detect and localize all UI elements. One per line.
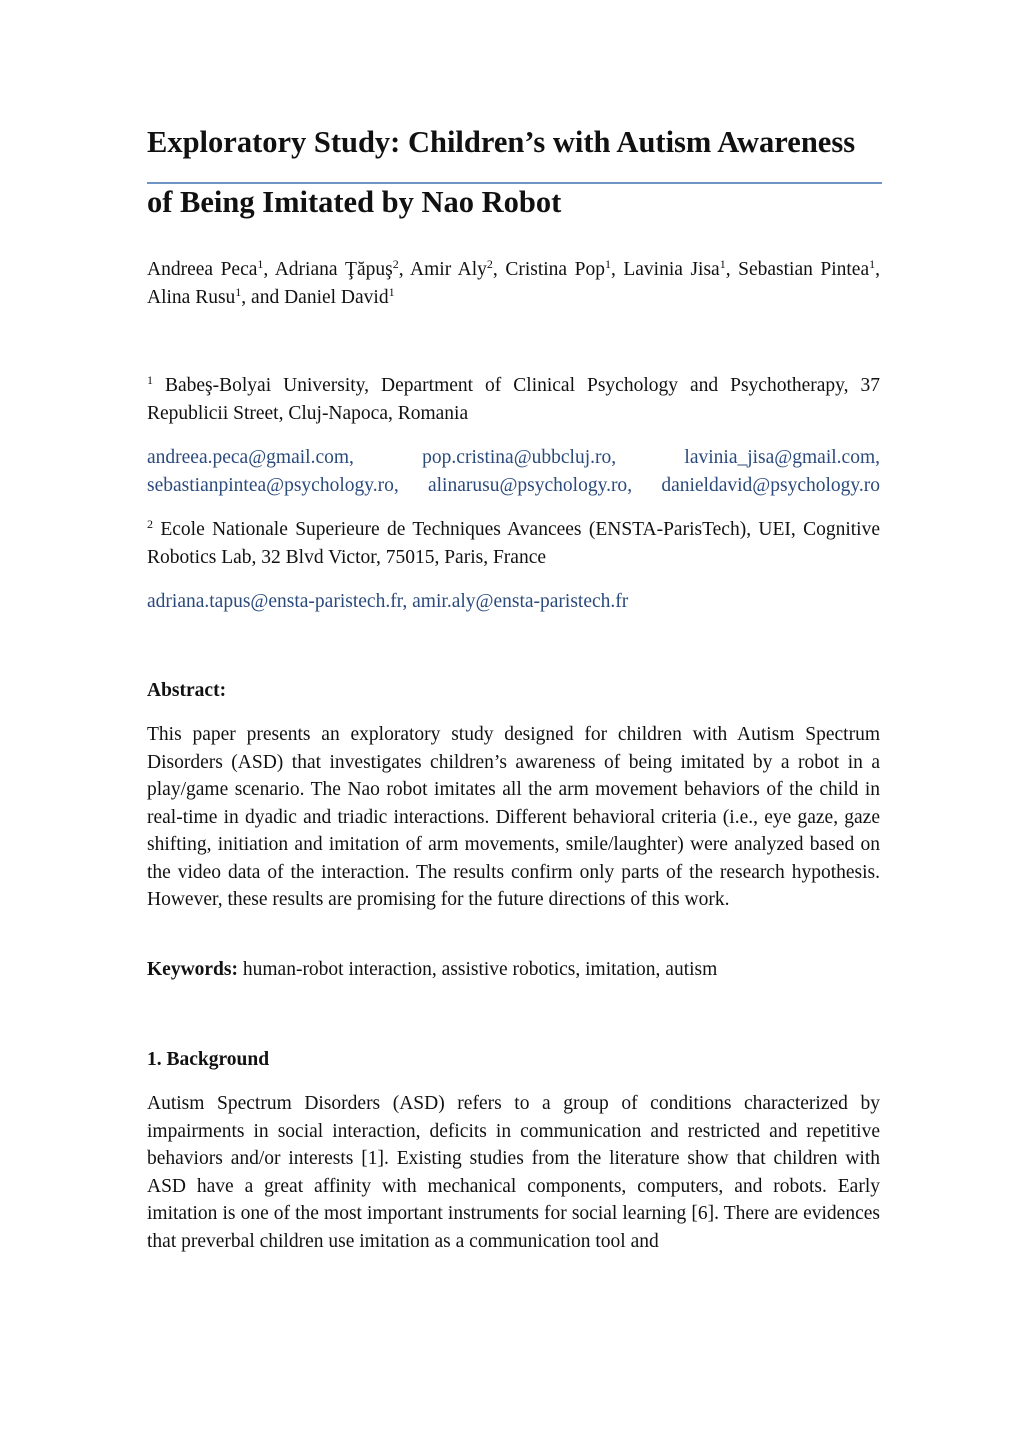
author: Cristina Pop [505,259,605,280]
email-link[interactable]: lavinia_jisa@gmail.com [684,447,876,468]
author-affiliation-mark: 2 [392,257,399,271]
author-separator: , [492,259,506,280]
author-affiliation-mark: 1 [604,257,611,271]
abstract-heading: Abstract: [147,680,227,701]
affiliation-2 [147,516,880,571]
affiliation-text: Ecole Nationale Superieure de Techniques Avancees (ENSTA-ParisTech), UEI, Cognitive Robotics Lab, 32 Blvd Victor, 75015, Paris, France [147,519,881,568]
author: Alina Rusu [147,286,236,308]
email-link[interactable]: adriana.tapus@ensta-paristech.fr [147,591,403,612]
paper-title-line-2: of Being Imitated by Nao Robot [147,185,562,219]
background-text: Autism Spectrum Disorders (ASD) refers to a group of conditions characterized by impairments in social interaction, deficits in communication and restricted and repetitive behaviors and/or interests [1]. Existing studies from the literature show that children with ASD have a great affinity with mechanical components, computers, and robots. Early imitation is one of the most important instruments for social learning [6]. There are evidences that preverbal children use imitation as a communication tool and [147,1093,880,1252]
author: Adriana Ţăpuş [274,259,393,280]
email-link[interactable]: danieldavid@psychology.ro [661,474,881,496]
author-affiliation-mark: 2 [486,257,493,271]
author-separator: , [725,259,739,280]
email-line: sebastianpintea@psychology.ro, alinarusu@psychology.ro, danieldavid@psychology.ro [147,474,881,496]
affiliation-number: 1 [147,373,153,387]
email-line: andreea.peca@gmail.com, pop.cristina@ubbcluj.ro, lavinia_jisa@gmail.com, [147,447,880,468]
keywords-text: human-robot interaction, assistive robotics, imitation, autism [242,959,718,980]
author-affiliation-mark: 1 [235,284,242,299]
email-link[interactable]: pop.cristina@ubbcluj.ro [422,447,612,468]
author-separator: , and [241,286,285,308]
keywords [147,956,880,984]
author-separator: , [263,259,275,280]
author-affiliation-mark: 1 [719,257,726,271]
author-separator: , [610,259,624,280]
email-link[interactable]: sebastianpintea@psychology.ro [147,474,394,496]
author: Daniel David [284,286,389,308]
affiliation-text: Babeş-Bolyai University, Department of Clinical Psychology and Psychotherapy, 37 Republicii Street, Cluj-Napoca, Romania [147,375,880,424]
author-separator: , [398,259,411,280]
author: Sebastian Pintea [738,259,870,280]
section-heading: 1. Background [147,1049,270,1070]
abstract-text: This paper presents an exploratory study designed for children with Autism Spectrum Disorders (ASD) that investigates children’s awareness of being imitated by a robot in a play/game scenario. The Nao robot imitates all the arm movement behaviors of the child in real-time in dyadic and triadic interactions. Different behavioral criteria (i.e., eye gaze, gaze shifting, initiation and imitation of arm movements, smile/laughter) were analyzed based on the video data of the interaction. The results confirm only parts of the research hypothesis. However, these results are promising for the future directions of this work. [147,724,880,910]
email-link[interactable]: andreea.peca@gmail.com [147,447,350,468]
email-link[interactable]: amir.aly@ensta-paristech.fr [412,591,629,612]
author-affiliation-mark: 1 [388,284,395,299]
author-affiliation-mark: 1 [257,257,264,271]
author-separator: , [875,259,880,280]
affiliation-1 [147,372,880,427]
paper-title-line-1: Exploratory Study: Children’s with Autism Awareness [147,125,856,159]
email-link[interactable]: alinarusu@psychology.ro [427,474,628,496]
keywords-label: Keywords: [147,959,238,980]
author: Amir Aly [410,259,487,280]
affiliation-1-emails [147,444,880,499]
affiliation-number: 2 [147,517,153,531]
affiliation-2-emails: adriana.tapus@ensta-paristech.fr, amir.aly@ensta-paristech.fr [147,591,629,612]
author-list [147,256,880,311]
author: Lavinia Jisa [623,259,720,280]
author: Andreea Peca [147,259,258,280]
author-affiliation-mark: 1 [869,257,876,271]
